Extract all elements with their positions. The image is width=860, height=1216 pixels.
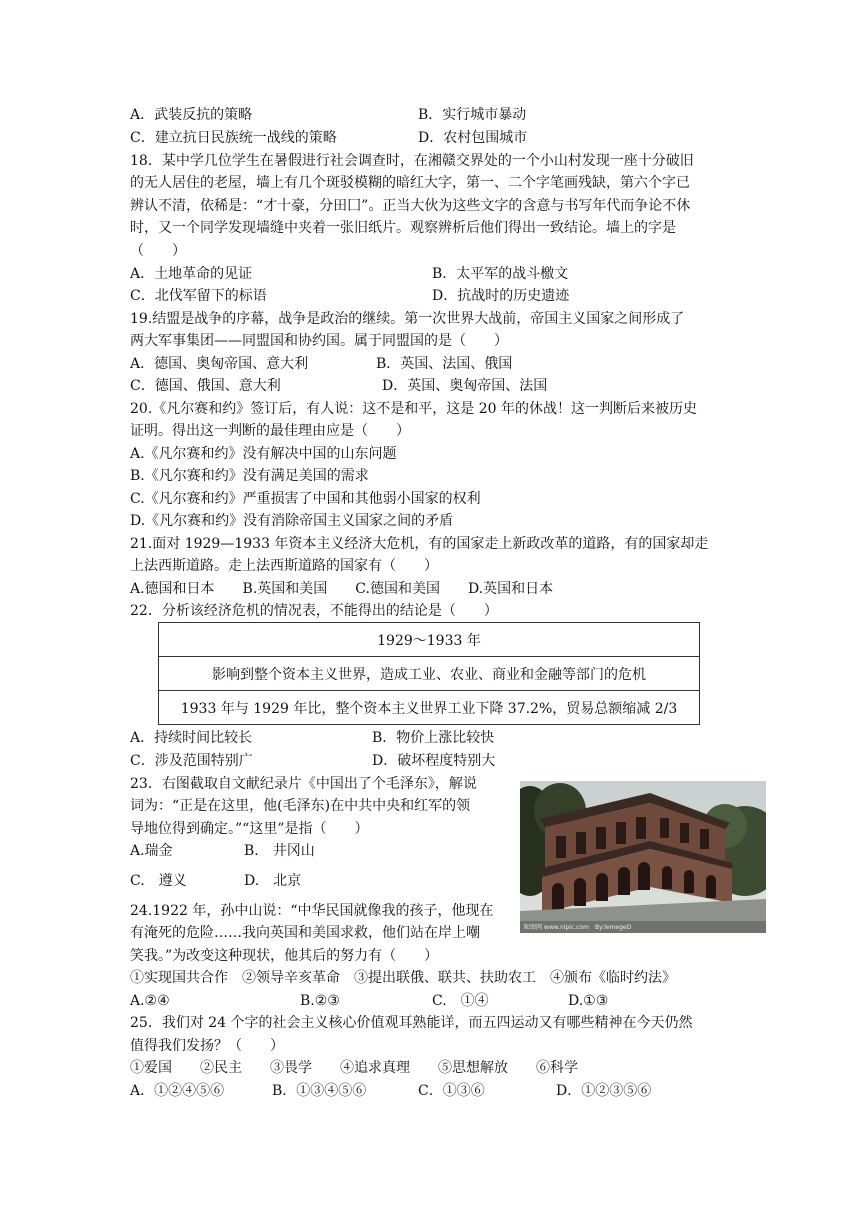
q25-stem-line: 25．我们对 24 个字的社会主义核心价值观耳熟能详，而五四运动又有哪些精神在今天仍然 [130, 1015, 693, 1031]
q19-stem-line: 两大军事集团——同盟国和协约国。属于同盟国的是（ ） [130, 333, 508, 349]
q23-stem-line: 23．右图截取自文献纪录片《中国出了个毛泽东》，解说 [130, 776, 477, 792]
q22-stem: 22．分析该经济危机的情况表，不能得出的结论是（ ） [130, 603, 498, 619]
table-cell: 1933 年与 1929 年比，整个资本主义世界工业下降 37.2%，贸易总额缩减 2/3 [159, 691, 700, 725]
q17-option-a: A．武装反抗的策略 [130, 107, 253, 123]
q18-option-b: B．太平军的战斗檄文 [432, 266, 569, 282]
q24-stem-line: 有淹死的危险……我向英国和美国求救，他们站在岸上嘲 [130, 925, 480, 941]
photo-watermark: 昵图网 www.nipic.com By:lemegeD [524, 924, 632, 931]
q20-option-c: C.《凡尔赛和约》严重损害了中国和其他弱小国家的权利 [130, 491, 481, 507]
q24-stem-line: 笑我。”为改变这种现状，他其后的努力有（ ） [130, 948, 439, 964]
q20-stem-line: 证明。得出这一判断的最佳理由应是（ ） [130, 423, 410, 439]
q17-option-b: B．实行城市暴动 [418, 107, 527, 123]
q20-option-b: B.《凡尔赛和约》没有满足美国的需求 [130, 468, 369, 484]
q25-option-a: A．①②④⑤⑥ [130, 1083, 225, 1099]
q19-option-c: C．德国、俄国、意大利 [130, 378, 281, 394]
table-cell: 影响到整个资本主义世界，造成工业、农业、商业和金融等部门的危机 [159, 657, 700, 691]
q18-stem-line: 辨认不清，依稀是：“才十豪，分田囗”。正当大伙为这些文字的含意与书写年代而争论不休 [130, 198, 691, 214]
q22-option-d: D．破坏程度特别大 [372, 753, 496, 769]
q19-stem-line: 19.结盟是战争的序幕，战争是政治的继续。第一次世界大战前，帝国主义国家之间形成了 [130, 311, 685, 327]
q24-option-a: A.②④ [130, 993, 170, 1009]
q24-option-d: D.①③ [568, 993, 609, 1009]
q24-option-c: C. ①④ [432, 993, 489, 1009]
q21-stem-line: 21.面对 1929—1933 年资本主义经济大危机，有的国家走上新政改革的道路，有的国家却走 [130, 536, 709, 552]
q22-option-c: C．涉及范围特别广 [130, 753, 253, 769]
q18-option-a: A．土地革命的见证 [130, 266, 253, 282]
q18-option-c: C．北伐军留下的标语 [130, 288, 267, 304]
q23-option-b: B. 井冈山 [244, 843, 315, 859]
table-row [159, 657, 700, 691]
q23-option-d: D. 北京 [244, 873, 302, 889]
q20-option-d: D.《凡尔赛和约》没有消除帝国主义国家之间的矛盾 [130, 513, 454, 529]
q21-options: A.德国和日本 B.英国和美国 C.德国和美国 D.英国和日本 [130, 581, 554, 597]
q21-stem-line: 上法西斯道路。走上法西斯道路的国家有（ ） [130, 558, 438, 574]
q24-items: ①实现国共合作 ②领导辛亥革命 ③提出联俄、联共、扶助农工 ④颁布《临时约法》 [130, 970, 676, 986]
q22-option-b: B．物价上涨比较快 [372, 730, 495, 746]
table-cell: 1929～1933 年 [159, 623, 700, 657]
q25-option-d: D．①②③⑤⑥ [556, 1083, 652, 1099]
q24-stem-line: 24.1922 年，孙中山说：“中华民国就像我的孩子，他现在 [130, 903, 494, 919]
q18-option-d: D．抗战时的历史遗迹 [432, 288, 570, 304]
q19-option-d: D．英国、奥匈帝国、法国 [382, 378, 548, 394]
crisis-table [158, 622, 700, 725]
q23-option-c: C. 遵义 [130, 873, 187, 889]
q20-stem-line: 20.《凡尔赛和约》签订后，有人说：这不是和平，这是 20 年的休战！这一判断后来被历史 [130, 401, 697, 417]
q25-stem-line: 值得我们发扬？（ ） [130, 1038, 284, 1054]
q25-option-c: C．①③⑥ [418, 1083, 485, 1099]
q19-option-a: A．德国、奥匈帝国、意大利 [130, 356, 309, 372]
q18-stem-line: 18．某中学几位学生在暑假进行社会调查时，在湘赣交界处的一个小山村发现一座十分破旧 [130, 153, 694, 169]
q18-stem-line: 时，又一个同学发现墙缝中夹着一张旧纸片。观察辨析后他们得出一致结论。墙上的字是 [130, 220, 676, 236]
q17-option-c: C．建立抗日民族统一战线的策略 [130, 130, 337, 146]
q24-option-b: B.②③ [300, 993, 340, 1009]
q23-stem-line: 词为：“正是在这里，他(毛泽东)在中共中央和红军的领 [130, 798, 471, 814]
q18-stem-line: 的无人居住的老屋，墙上有几个斑驳模糊的暗红大字，第一、二个字笔画残缺，第六个字已 [130, 175, 690, 191]
zunyi-building-photo [520, 781, 766, 933]
table-row [159, 691, 700, 725]
q18-stem-line: （ ） [130, 243, 186, 259]
q23-stem-line: 导地位得到确定。”“这里”是指（ ） [130, 821, 369, 837]
table-row [159, 623, 700, 657]
q23-option-a: A.瑞金 [130, 843, 173, 859]
q17-option-d: D．农村包围城市 [418, 130, 528, 146]
q20-option-a: A.《凡尔赛和约》没有解决中国的山东问题 [130, 446, 397, 462]
q25-items: ①爱国 ②民主 ③畏学 ④追求真理 ⑤思想解放 ⑥科学 [130, 1060, 578, 1076]
q22-option-a: A．持续时间比较长 [130, 730, 253, 746]
q19-option-b: B．英国、法国、俄国 [376, 356, 513, 372]
q25-option-b: B．①③④⑤⑥ [272, 1083, 367, 1099]
